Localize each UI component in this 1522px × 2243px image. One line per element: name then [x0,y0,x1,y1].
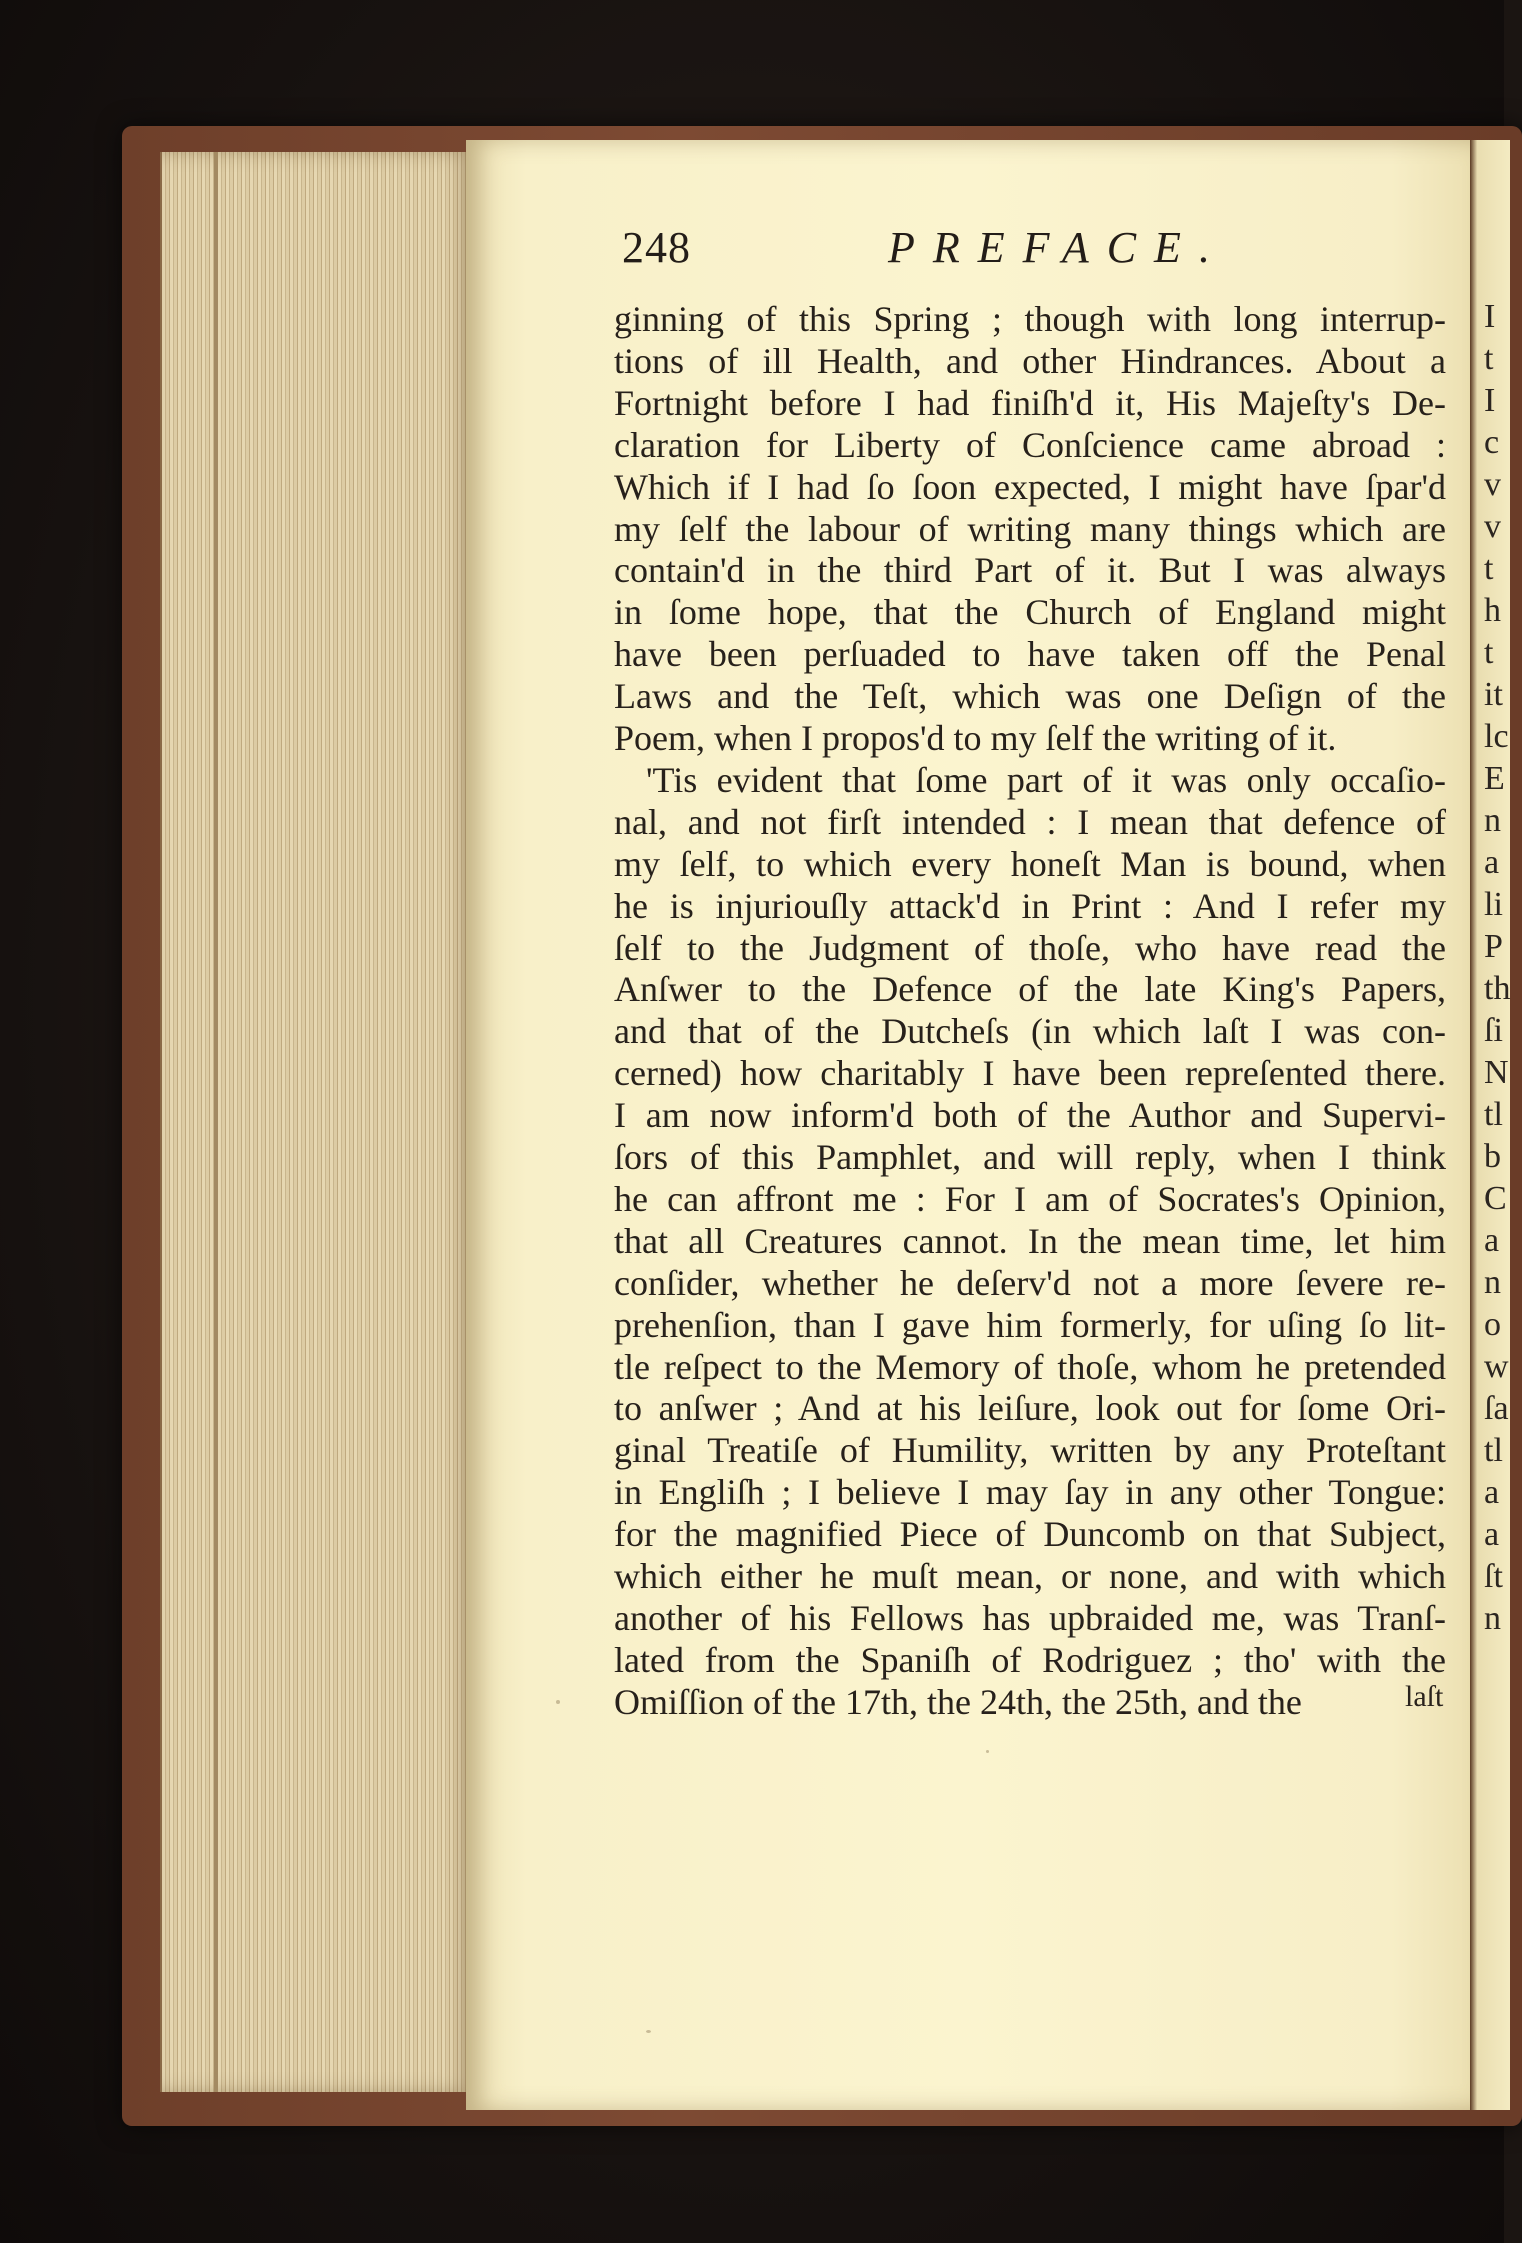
facing-page-fragment: n [1484,802,1501,839]
facing-page-fragment: t [1484,550,1494,587]
text-line: and that of the Dutcheſs (in which laſt I was con- [614,1011,1446,1052]
facing-page-fragment: t [1484,634,1494,671]
facing-page-fragment: li [1484,886,1503,923]
page-edges [160,152,472,2092]
text-line: my ſelf the labour of writing many things which are [614,508,1446,549]
text-line: tle reſpect to the Memory of thoſe, whom he pretended [614,1346,1446,1387]
facing-page-fragment: E [1484,760,1505,797]
text-line: lated from the Spaniſh of Rodriguez ; tho' with the [614,1639,1446,1680]
facing-page-fragment: v [1484,508,1501,545]
text-line: ginning of this Spring ; though with long interrup- [614,299,1446,339]
paper-speck [986,1750,989,1753]
text-line: have been perſuaded to have taken off the Penal [614,634,1446,675]
paper-speck [646,2030,651,2033]
facing-page-fragment: lc [1484,718,1509,755]
facing-page-fragment: a [1484,1516,1500,1553]
text-line: for the magnified Piece of Duncomb on that Subject, [614,1514,1446,1555]
text-line: conſider, whether he deſerv'd not a more ſevere re- [614,1262,1446,1303]
facing-page-fragment: tl [1484,1096,1503,1133]
text-line: ſors of this Pamphlet, and will reply, when I think [614,1137,1446,1177]
facing-page-fragment: o [1484,1306,1501,1343]
facing-page-fragment: t [1484,340,1494,377]
text-line: to anſwer ; And at his leiſure, look out for ſome Ori- [614,1388,1446,1429]
text-line: prehenſion, than I gave him formerly, for uſing ſo lit- [614,1304,1446,1345]
paper-speck [556,1700,560,1704]
facing-page-fragment: ſa [1484,1390,1509,1427]
facing-page-fragment: it [1484,676,1503,713]
text-line: he is injuriouſly attack'd in Print : And I refer my [614,885,1446,926]
facing-page-fragment: I [1484,382,1496,419]
text-line: he can affront me : For I am of Socrates's Opinion, [614,1178,1446,1219]
text-line: Omiſſion of the 17th, the 24th, the 25th, and the [614,1681,1302,1722]
facing-page-fragment: a [1484,1222,1500,1259]
text-line: Anſwer to the Defence of the late King's Papers, [614,969,1446,1010]
facing-page-fragment: P [1484,928,1503,965]
text-line: tions of ill Health, and other Hindrances. About a [614,340,1446,381]
facing-page-fragment: ſi [1484,1012,1503,1049]
text-line: in Engliſh ; I believe I may ſay in any other Tongue: [614,1472,1446,1513]
facing-page-fragment: C [1484,1180,1507,1217]
facing-page-fragment: I [1484,298,1496,335]
facing-page-fragment: a [1484,844,1500,881]
facing-page-fragment: N [1484,1054,1509,1091]
facing-page-fragment: th [1484,970,1511,1007]
facing-page-fragment: n [1484,1264,1501,1301]
text-line: 'Tis evident that ſome part of it was only occaſio- [646,759,1446,800]
page-header [622,222,1322,272]
facing-page-fragment: n [1484,1600,1501,1637]
text-line: cerned) how charitably I have been repreſented there. [614,1053,1446,1094]
catchword: laſt [1405,1680,1444,1713]
facing-page-fragment: ſt [1484,1558,1503,1595]
facing-page-fragment: w [1484,1348,1509,1385]
text-line: that all Creatures cannot. In the mean time, let him [614,1220,1446,1261]
text-line: my ſelf, to which every honeſt Man is bound, when [614,843,1446,884]
text-line: Fortnight before I had finiſh'd it, His Majeſty's De- [614,382,1446,423]
text-line: which either he muſt mean, or none, and with which [614,1556,1446,1596]
facing-page-fragment: v [1484,466,1501,503]
facing-page-fragment: b [1484,1138,1501,1175]
text-line: in ſome hope, that the Church of England might [614,592,1446,633]
text-line: Poem, when I propos'd to my ſelf the writing of it. [614,718,1337,758]
facing-page-fragment: h [1484,592,1501,629]
text-line: claration for Liberty of Conſcience came abroad : [614,424,1446,465]
text-line: Which if I had ſo ſoon expected, I might have ſpar'd [614,466,1446,507]
facing-page-fragment: c [1484,424,1500,461]
facing-page-edge [1470,140,1510,2110]
page-number: 248 [622,223,691,272]
running-title: PREFACE. [888,223,1228,272]
text-line: ſelf to the Judgment of thoſe, who have read the [614,927,1446,968]
text-line: I am now inform'd both of the Author and Supervi- [614,1095,1446,1136]
facing-page-fragment: tl [1484,1432,1503,1469]
facing-page-fragment: a [1484,1474,1500,1511]
text-line: nal, and not firſt intended : I mean that defence of [614,801,1446,842]
text-line: contain'd in the third Part of it. But I was always [614,550,1446,591]
text-line: ginal Treatiſe of Humility, written by any Proteſtant [614,1430,1446,1471]
text-line: Laws and the Teſt, which was one Deſign of the [614,676,1446,717]
text-line: another of his Fellows has upbraided me, was Tranſ- [614,1597,1446,1638]
